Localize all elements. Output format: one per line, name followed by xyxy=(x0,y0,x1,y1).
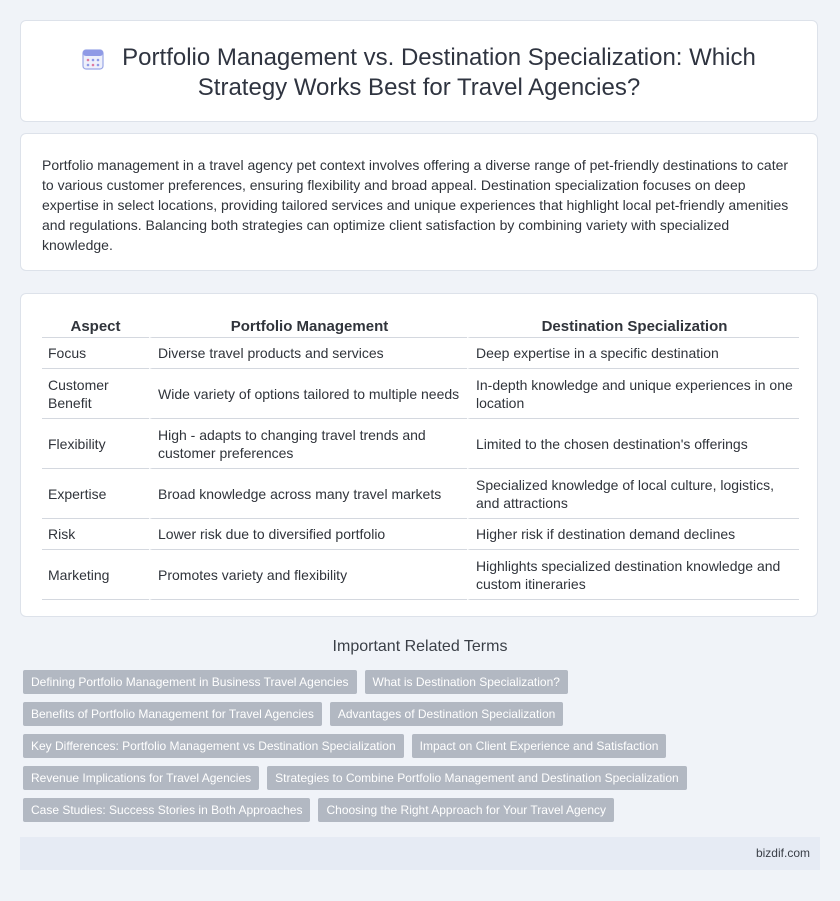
aspect-cell: Customer Benefit xyxy=(42,369,149,419)
table-row xyxy=(42,519,799,550)
table-row xyxy=(42,469,799,519)
page-title xyxy=(21,43,817,103)
related-term-tag[interactable]: Strategies to Combine Portfolio Management and Destination Specialization xyxy=(267,766,687,790)
related-term-tag[interactable]: Advantages of Destination Specialization xyxy=(330,702,563,726)
intro-paragraph: Portfolio management in a travel agency pet context involves offering a diverse range of pet-friendly destinations to cater to various customer preferences, ensuring flexibility and broad appeal. Destination specialization focuses on deep expertise in select locations, providing tailored services and unique experiences that highlight local pet-friendly amenities and regulations. Balancing both strategies can optimize client satisfaction by combining variety with specialized knowledge. xyxy=(42,157,789,253)
footer-brand-link[interactable]: bizdif.com xyxy=(755,846,810,860)
aspect-cell: Flexibility xyxy=(42,419,149,469)
aspect-cell: Marketing xyxy=(42,550,149,600)
related-term-tag[interactable]: What is Destination Specialization? xyxy=(365,670,568,694)
page-title-line1: Portfolio Management vs. Destination Specialization: Which xyxy=(122,44,756,71)
destination-cell: Highlights specialized destination knowledge and custom itineraries xyxy=(467,550,799,600)
tag-row xyxy=(23,798,813,822)
related-term-tag[interactable]: Revenue Implications for Travel Agencies xyxy=(23,766,259,790)
table-row xyxy=(42,419,799,469)
tag-row xyxy=(23,670,813,694)
portfolio-cell: Promotes variety and flexibility xyxy=(149,550,467,600)
footer xyxy=(20,837,820,870)
related-term-tag[interactable]: Key Differences: Portfolio Management vs Destination Specialization xyxy=(23,734,404,758)
tag-row xyxy=(23,766,813,790)
intro-card xyxy=(20,133,818,271)
portfolio-cell: Lower risk due to diversified portfolio xyxy=(149,519,467,550)
page-title-line2: Strategy Works Best for Travel Agencies? xyxy=(197,74,641,101)
related-term-tag[interactable]: Case Studies: Success Stories in Both Approaches xyxy=(23,798,310,822)
destination-cell: In-depth knowledge and unique experiences in one location xyxy=(467,369,799,419)
related-term-tag[interactable]: Benefits of Portfolio Management for Travel Agencies xyxy=(23,702,322,726)
related-term-tag[interactable]: Choosing the Right Approach for Your Travel Agency xyxy=(318,798,614,822)
tag-row xyxy=(23,702,813,726)
related-terms-list xyxy=(23,670,813,830)
table-header-row xyxy=(42,316,799,338)
aspect-cell: Risk xyxy=(42,519,149,550)
table-row xyxy=(42,338,799,369)
aspect-cell: Focus xyxy=(42,338,149,369)
header-portfolio: Portfolio Management xyxy=(149,316,467,338)
destination-cell: Higher risk if destination demand declines xyxy=(467,519,799,550)
tag-row xyxy=(23,734,813,758)
destination-cell: Limited to the chosen destination's offerings xyxy=(467,419,799,469)
comparison-card xyxy=(20,293,818,617)
portfolio-cell: Diverse travel products and services xyxy=(149,338,467,369)
related-term-tag[interactable]: Impact on Client Experience and Satisfaction xyxy=(412,734,667,758)
portfolio-cell: High - adapts to changing travel trends and customer preferences xyxy=(149,419,467,469)
comparison-table xyxy=(42,316,799,600)
table-row xyxy=(42,550,799,600)
related-terms-title: Important Related Terms xyxy=(332,638,508,655)
table-row xyxy=(42,369,799,419)
destination-cell: Specialized knowledge of local culture, logistics, and attractions xyxy=(467,469,799,519)
portfolio-cell: Wide variety of options tailored to multiple needs xyxy=(149,369,467,419)
title-card xyxy=(20,20,818,122)
header-aspect: Aspect xyxy=(42,316,149,338)
related-term-tag[interactable]: Defining Portfolio Management in Business Travel Agencies xyxy=(23,670,357,694)
destination-cell: Deep expertise in a specific destination xyxy=(467,338,799,369)
portfolio-cell: Broad knowledge across many travel markets xyxy=(149,469,467,519)
header-destination: Destination Specialization xyxy=(467,316,799,338)
aspect-cell: Expertise xyxy=(42,469,149,519)
